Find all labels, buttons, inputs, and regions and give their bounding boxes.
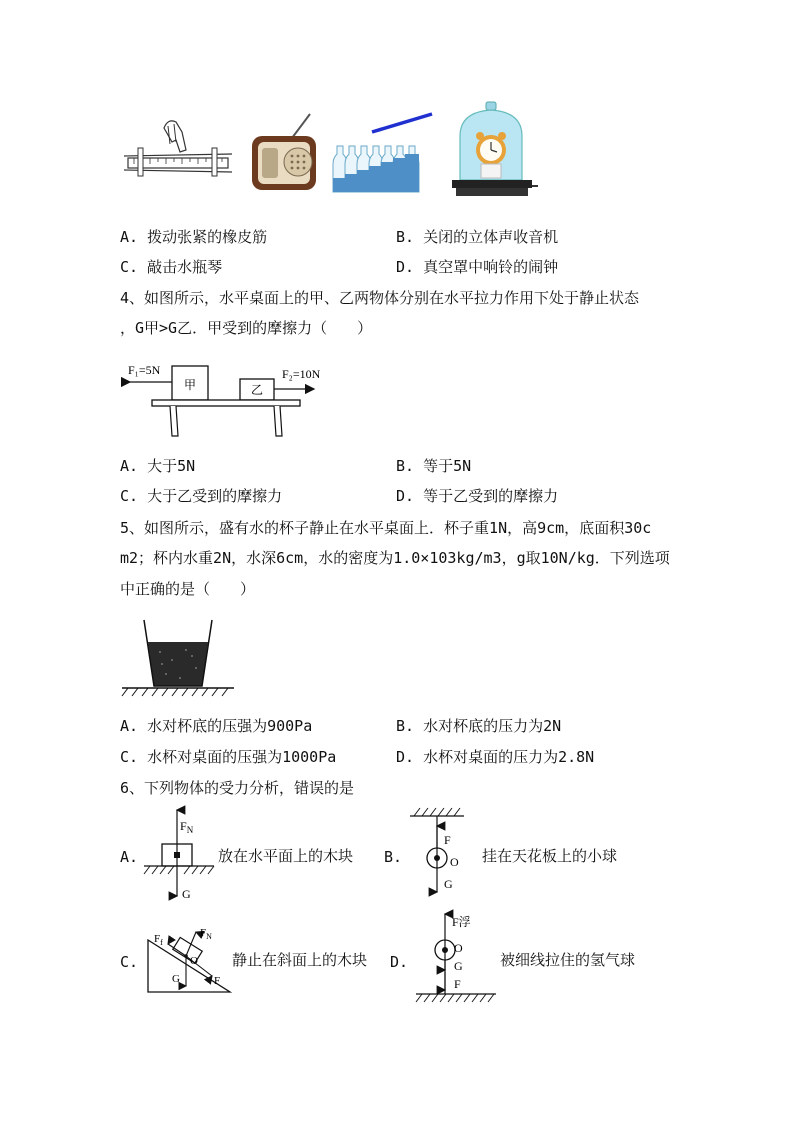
q4-stem-line1: 4、如图所示，水平桌面上的甲、乙两物体分别在水平拉力作用下处于静止状态 [120,289,640,307]
q6-d-g-label: G [454,959,463,973]
q4-f1-label: F₁=5N [128,363,161,377]
q6-b-o-label: O [450,855,459,869]
q6-d-ffloat-label: F浮 [452,915,471,929]
q6-option-b-desc: 挂在天花板上的小球 [482,847,618,865]
q6-b-f-label: F [444,833,451,847]
q6-stem: 6、下列物体的受力分析，错误的是 [120,779,355,797]
q6-a-block-on-floor-figure [142,806,218,906]
q6-a-g-label: G [182,887,191,901]
q6-c-fn-label: $F_N$ [200,927,212,941]
q4-stem-line2: ，G甲>G乙．甲受到的摩擦力（ ） [120,319,373,337]
q6-d-o-label: O [454,941,463,955]
q5-stem-line2: m2；杯内水重2N，水深6cm，水的密度为1.0×103kg/m3，g取10N/kg．下列选项 [120,549,670,567]
q6-option-a-desc: 放在水平面上的木块 [218,847,354,865]
q5-option-b: B. 水对杯底的压力为2N [396,717,562,735]
q4-f2-label: F₂=10N [282,367,321,381]
q5-option-c: C. 水杯对桌面的压强为1000Pa [120,748,337,766]
water-bottle-xylophone-figure [332,112,436,196]
q6-option-c-label: C. [120,953,139,971]
q6-option-a-label: A. [120,848,139,866]
q6-d-f-label: F [454,977,461,991]
q4-block-jia-label: 甲 [183,378,197,392]
q5-stem-line1: 5、如图所示，盛有水的杯子静止在水平桌面上．杯子重1N，高9cm，底面积30c [120,519,652,537]
q6-c-block-on-incline-figure [144,918,234,996]
q6-option-c-desc: 静止在斜面上的木块 [232,951,368,969]
q6-d-balloon-figure [412,910,502,1002]
q6-b-g-label: G [444,877,453,891]
q5-option-d: D. 水杯对桌面的压力为2.8N [396,748,595,766]
q6-option-b-label: B. [384,848,403,866]
q5-cup-figure [120,616,236,698]
q6-b-ball-on-ceiling-figure [406,808,478,898]
q6-option-d-label: D. [390,953,409,971]
q3-option-d: D. 真空罩中响铃的闹钟 [396,258,559,276]
q5-option-a: A. 水对杯底的压强为900Pa [120,717,313,735]
q4-option-a: A. 大于5N [120,457,196,475]
q6-c-f-label: F [214,975,221,987]
rubber-band-figure [124,118,234,186]
bell-jar-figure [446,100,538,200]
q4-block-yi-label: 乙 [250,383,264,397]
q6-option-d-desc: 被细线拉住的氢气球 [500,951,636,969]
q4-option-c: C. 大于乙受到的摩擦力 [120,487,283,505]
radio-figure [248,112,320,194]
q4-option-b: B. 等于5N [396,457,472,475]
q6-c-g-label: G [172,973,180,985]
q6-c-ff-label: $F_f$ [154,933,163,947]
q4-option-d: D. 等于乙受到的摩擦力 [396,487,559,505]
q5-stem-line3: 中正确的是（ ） [120,580,256,598]
q3-option-b: B. 关闭的立体声收音机 [396,228,559,246]
q6-c-o-label: O [190,955,198,967]
q3-option-a: A. 拨动张紧的橡皮筋 [120,228,268,246]
q4-blocks-on-table-figure [124,356,321,442]
q3-option-c: C. 敲击水瓶琴 [120,258,223,276]
q6-a-fn-label: $F_N$ [180,819,194,835]
